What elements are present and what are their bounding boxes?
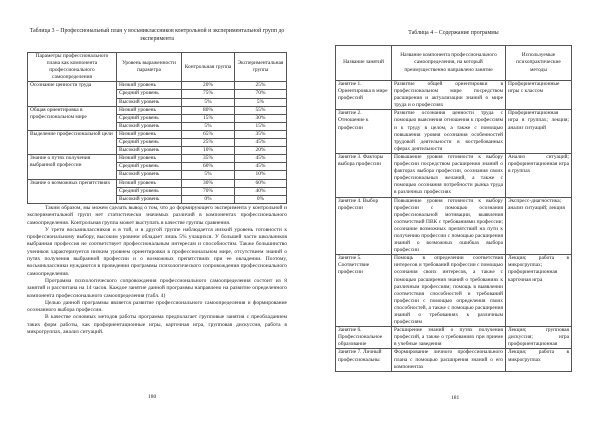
parameter-cell: Осознание ценности труда	[28, 82, 117, 106]
parameter-cell: Общая ориентировка в профессиональном мире	[28, 106, 117, 130]
right-page	[300, 0, 600, 424]
component-cell: Развитие общей ориентировки в профессиональном мире посредством расширения и актуализации знаний о мире труда и о профессиях	[392, 81, 506, 110]
page-number: 181	[451, 395, 460, 401]
component-cell: Развитие осознания ценности труда с помощью выяснения отношения к профессиям и к труду в целом, а также с помощью повышения уровня осознания особенностей трудовой деятельности в востребованных сферах деятельности	[392, 110, 506, 154]
table-row	[28, 106, 287, 114]
experimental-value-cell: 25%	[235, 82, 287, 90]
table-row	[336, 110, 572, 154]
page-number: 180	[148, 394, 157, 400]
table-row	[28, 155, 287, 163]
table-row	[28, 179, 287, 187]
control-value-cell: 10%	[182, 147, 235, 155]
methods-cell: Лекция; групповая дискуссия; игра профориентационная	[506, 327, 572, 349]
session-name-cell: Занятие 4. Выбор профессии	[336, 197, 392, 255]
experimental-value-cell: 0%	[235, 195, 287, 203]
experimental-value-cell: 70%	[235, 90, 287, 98]
level-cell: Низкий уровень	[117, 179, 182, 187]
control-value-cell: 5%	[182, 171, 235, 179]
table-row	[336, 197, 572, 255]
level-cell: Средний уровень	[117, 163, 182, 171]
control-value-cell: 25%	[182, 139, 235, 147]
control-value-cell: 5%	[182, 122, 235, 130]
table-header-row	[28, 53, 287, 82]
methods-cell: Анализ ситуаций; профориентационная игра в группах	[506, 153, 572, 197]
paragraph: У трети восьмиклассников и в той, и в другой группе наблюдается низкий уровень готовности к профессиональному выбору, высоким уровнем обладает лишь 5% учащихся. У большей части школьников выбранная профессия не соответствует профессиональным интересам и способностям. Также большинство учеников характеризуется низким уровнем ориентировки в профессиональном мире, отсутствием знаний о путях получения выбранной профессии и о возможных препятствиях при ее овладении. Поэтому, восьмиклассники нуждаются в проведении программы психологического сопровождения профессионального самоопределения.	[27, 226, 287, 277]
level-cell: Низкий уровень	[117, 130, 182, 138]
component-cell: Формирование личного профессионального плана с помощью расширения знаний о его компонентах	[392, 349, 506, 371]
level-cell: Средний уровень	[117, 90, 182, 98]
control-value-cell: 5%	[182, 98, 235, 106]
table-row	[336, 153, 572, 197]
table-3-caption: Таблица 3 – Профессиональный план у восьмиклассников контрольной и экспериментальной групп до эксперимента	[29, 28, 285, 42]
header-experimental-group: Экспериментальная группа	[235, 53, 287, 82]
component-cell: Помощь в определении соответствия интересов и требований профессии с помощью осознания своих интересов, а также с помощью расширения знаний о требованиях к различным профессиям; помощь в выявлении соответствия способностей и требований профессии с помощью определения своих способностей, а также с помощью расширения знаний о требованиях к различным профессиям	[392, 255, 506, 327]
table-3-professional-plan	[27, 52, 287, 204]
experimental-value-cell: 55%	[235, 106, 287, 114]
table-4-program-content	[335, 45, 572, 372]
header-parameters: Параметры профессионального плана как компонента профессионального самоопределения	[28, 53, 117, 82]
level-cell: Низкий уровень	[117, 106, 182, 114]
experimental-value-cell: 5%	[235, 98, 287, 106]
level-cell: Высокий уровень	[117, 171, 182, 179]
paragraph: Программа психологического сопровождения профессионального самоопределения состоит из 8 занятий и рассчитана на 14 часов. Каждое занятие данной программы направлено на развитие определенного компонента профессионального самоопределения (табл. 4)	[27, 277, 287, 299]
session-name-cell: Занятие 6. Профессиональное образование	[336, 327, 392, 349]
component-cell: Повышение уровня готовности к выбору профессии посредством расширения знаний о факторах выбора профессии, осознания своих профессиональных желаний, а также с помощью осознания потребности рынка труда в различных профессиях	[392, 153, 506, 197]
component-cell: Повышение уровня готовности к выбору профессии с помощью осознания профессиональной мотивации, выявления соответствий ПВК с требованиями профессии; осознание возможных препятствий на пути к получению профессии с помощью расширения знаний о возможных ошибках выбора профессии	[392, 197, 506, 255]
table-row	[336, 327, 572, 349]
control-value-cell: 65%	[182, 130, 235, 138]
parameter-cell: Знание о путях получения выбранной профессии	[28, 155, 117, 179]
table-row	[28, 82, 287, 90]
table-row	[336, 81, 572, 110]
level-cell: Высокий уровень	[117, 122, 182, 130]
experimental-value-cell: 45%	[235, 163, 287, 171]
parameter-cell: Знание о возможных препятствиях	[28, 179, 117, 203]
experimental-value-cell: 10%	[235, 171, 287, 179]
component-cell: Расширение знаний о путях получения профессий, а также о требованиях при приеме в учебные заведения	[392, 327, 506, 349]
methods-cell: Профориентационная игра в группах; лекция; анализ ситуаций	[506, 110, 572, 154]
control-value-cell: 70%	[182, 187, 235, 195]
experimental-value-cell: 15%	[235, 122, 287, 130]
experimental-value-cell: 45%	[235, 155, 287, 163]
control-value-cell: 15%	[182, 114, 235, 122]
level-cell: Средний уровень	[117, 139, 182, 147]
methods-cell: Экспресс-диагностика; анализ ситуаций; лекция	[506, 197, 572, 255]
table-header-row	[336, 46, 572, 81]
methods-cell: Лекция; работа в микрогруппах	[506, 349, 572, 371]
session-name-cell: Занятие 1. Ориентировка в мире профессий	[336, 81, 392, 110]
methods-cell: Лекция; работа в микрогруппах; профориентационная карточная игра	[506, 255, 572, 327]
table-4-caption: Таблица 4 – Содержание программы	[408, 30, 499, 36]
experimental-value-cell: 35%	[235, 130, 287, 138]
session-name-cell: Занятие 2. Отношение к профессии	[336, 110, 392, 154]
session-name-cell: Занятие 5. Соответствие профессии	[336, 255, 392, 327]
level-cell: Низкий уровень	[117, 155, 182, 163]
control-value-cell: 75%	[182, 90, 235, 98]
control-value-cell: 35%	[182, 155, 235, 163]
table-row	[336, 255, 572, 327]
level-cell: Низкий уровень	[117, 82, 182, 90]
control-value-cell: 0%	[182, 195, 235, 203]
table-row	[28, 130, 287, 138]
paragraph: Таким образом, мы можем сделать вывод о том, что до формирующего эксперимента у контрольной и экспериментальной групп нет статистически значимых различий в компонентах профессионального самоопределения. Контрольная группа может выступать в качестве группы сравнения.	[27, 205, 287, 226]
body-text	[27, 205, 287, 336]
header-session-name: Название занятий	[336, 46, 392, 81]
header-component: Название компонента профессионального самоопределения, на который преимущественно направлено занятие	[392, 46, 506, 81]
level-cell: Высокий уровень	[117, 98, 182, 106]
level-cell: Средний уровень	[117, 114, 182, 122]
control-value-cell: 20%	[182, 82, 235, 90]
paragraph: В качестве основных методов работы программа предполагает групповые занятия с преобладанием таких форм работы, как профориентационные игры, карточная игра, групповая дискуссия, работа в микрогруппах, анализ ситуаций.	[27, 314, 287, 336]
header-control-group: Контрольная группа	[182, 53, 235, 82]
session-name-cell: Занятие 7. Личный профессиональны	[336, 349, 392, 371]
experimental-value-cell: 30%	[235, 114, 287, 122]
experimental-value-cell: 60%	[235, 179, 287, 187]
parameter-cell: Выделение профессиональной цели	[28, 130, 117, 154]
control-value-cell: 80%	[182, 106, 235, 114]
session-name-cell: Занятие 3. Факторы выбора профессии	[336, 153, 392, 197]
header-level: Уровень выраженности параметра	[117, 53, 182, 82]
header-methods: Используемые психопрактические методы	[506, 46, 572, 81]
methods-cell: Профориентационные игры с классом	[506, 81, 572, 110]
experimental-value-cell: 40%	[235, 187, 287, 195]
level-cell: Средний уровень	[117, 187, 182, 195]
level-cell: Высокий уровень	[117, 147, 182, 155]
table-row	[336, 349, 572, 371]
level-cell: Высокий уровень	[117, 195, 182, 203]
experimental-value-cell: 45%	[235, 139, 287, 147]
control-value-cell: 60%	[182, 163, 235, 171]
control-value-cell: 30%	[182, 179, 235, 187]
experimental-value-cell: 20%	[235, 147, 287, 155]
paragraph: Целью данной программы является развитие профессионального самоопределения и формирование осознанного выбора профессии.	[27, 299, 287, 314]
